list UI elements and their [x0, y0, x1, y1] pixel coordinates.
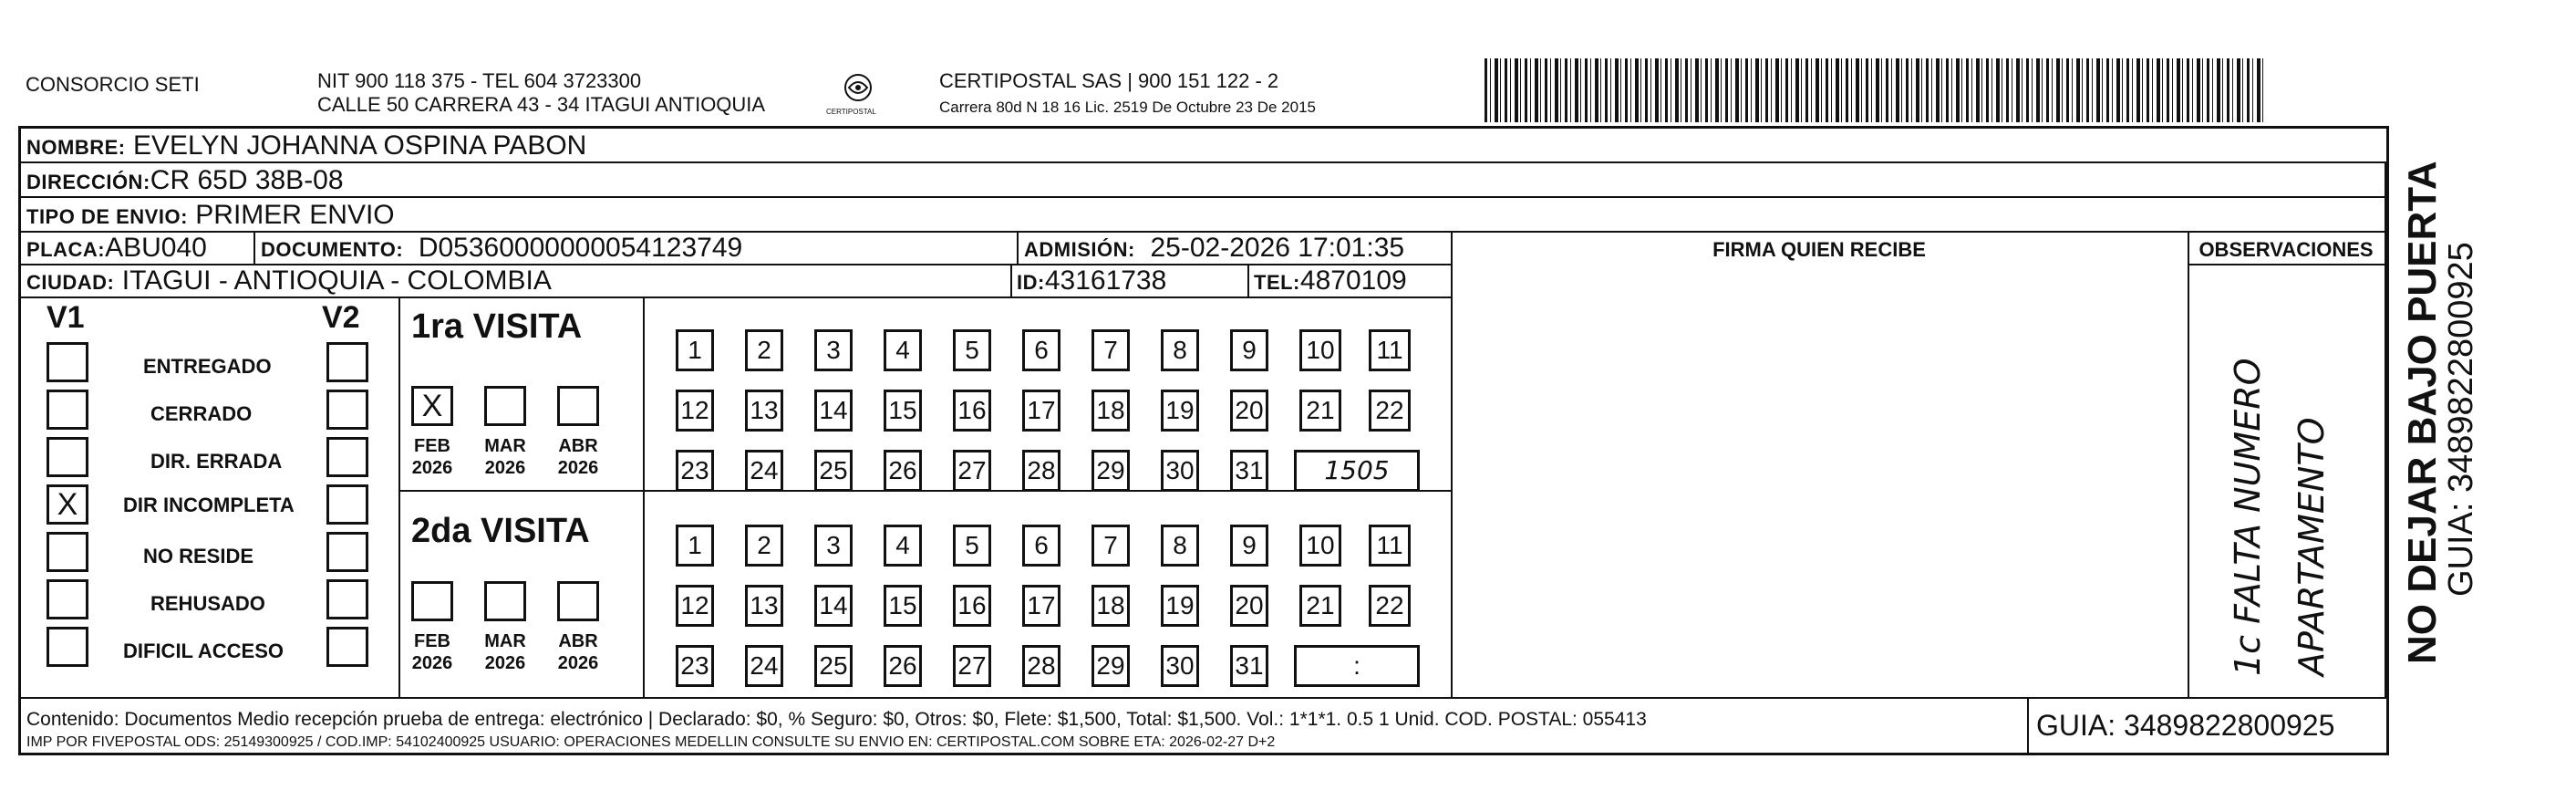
footer-contenido: Contenido: Documentos Medio recepción prueba de entrega: electrónico | Declarado: $0, % Seguro: $0, Otros: $0, Flete: $1,500, Total: $1,500. Vol.: 1*1*1. 0.5 1 Unid. COD. POSTAL: 055413 [26, 709, 1647, 730]
first-visit-day-27[interactable]: 27 [953, 450, 991, 492]
first-visit-day-15[interactable]: 15 [884, 390, 922, 432]
certipostal-nit: CERTIPOSTAL SAS | 900 151 122 - 2 [939, 69, 1279, 92]
status-cerrado: CERRADO [150, 402, 253, 425]
v1-checkbox-no-reside[interactable] [47, 532, 88, 572]
v2-checkbox-rehusado[interactable] [326, 579, 368, 619]
placa-value: ABU040 [105, 233, 207, 263]
side-guia: GUIA: 3489822800925 [2442, 242, 2480, 597]
first-visit-day-9[interactable]: 9 [1230, 329, 1268, 371]
first-visit-month-mar-box[interactable] [484, 386, 526, 426]
first-visit-day-12[interactable]: 12 [676, 390, 714, 432]
second-visit-day-28[interactable]: 28 [1022, 645, 1060, 687]
v2-label: V2 [322, 300, 360, 335]
status-dificil-acceso: DIFICIL ACCESO [123, 640, 284, 662]
first-visit-day-31[interactable]: 31 [1230, 450, 1268, 492]
first-visit-month-abr: ABR 2026 [557, 436, 599, 478]
first-visit-month-mar: MAR 2026 [484, 436, 526, 478]
first-visit-day-18[interactable]: 18 [1091, 390, 1130, 432]
second-visit-day-3[interactable]: 3 [814, 525, 853, 567]
second-visit-day-30[interactable]: 30 [1161, 645, 1199, 687]
second-visit-month-feb: FEB 2026 [411, 631, 453, 673]
first-visit-month-feb: FEB 2026 [411, 436, 453, 478]
observaciones-header: OBSERVACIONES [2198, 238, 2374, 261]
ciudad-row: CIUDAD: ITAGUI - ANTIOQUIA - COLOMBIA [26, 265, 552, 296]
second-visit-month-abr-box[interactable] [557, 581, 599, 621]
second-visit-title: 2da VISITA [411, 512, 590, 550]
guide-form [18, 126, 2389, 755]
second-visit-day-25[interactable]: 25 [814, 645, 853, 687]
direccion-value: CR 65D 38B-08 [150, 165, 344, 195]
ciudad-value: ITAGUI - ANTIOQUIA - COLOMBIA [121, 265, 552, 296]
v2-checkbox-cerrado[interactable] [326, 390, 368, 430]
documento-row: DOCUMENTO: D05360000000054123749 [261, 233, 743, 263]
first-visit-day-4[interactable]: 4 [884, 329, 922, 371]
second-visit-day-15[interactable]: 15 [884, 585, 922, 627]
first-visit-day-2[interactable]: 2 [745, 329, 783, 371]
second-visit-month-mar: MAR 2026 [484, 631, 526, 673]
first-visit-day-26[interactable]: 26 [884, 450, 922, 492]
no-dejar-bajo-puerta: NO DEJAR BAJO PUERTA [2400, 161, 2445, 664]
v2-checkbox-dir-incompleta[interactable] [326, 484, 368, 525]
documento-value: D05360000000054123749 [418, 233, 743, 263]
first-visit-day-8[interactable]: 8 [1161, 329, 1199, 371]
first-visit-day-16[interactable]: 16 [953, 390, 991, 432]
v2-checkbox-no-reside[interactable] [326, 532, 368, 572]
first-visit-day-30[interactable]: 30 [1161, 450, 1199, 492]
second-visit-day-6[interactable]: 6 [1022, 525, 1060, 567]
second-visit-day-23[interactable]: 23 [676, 645, 714, 687]
second-visit-day-14[interactable]: 14 [814, 585, 853, 627]
second-visit-day-27[interactable]: 27 [953, 645, 991, 687]
tel-row: TEL:4870109 [1254, 265, 1407, 296]
first-visit-time[interactable]: 1505 [1294, 450, 1420, 492]
status-dir-errada: DIR. ERRADA [150, 450, 283, 473]
v2-checkbox-entregado[interactable] [326, 342, 368, 382]
second-visit-day-7[interactable]: 7 [1091, 525, 1130, 567]
second-visit-day-1[interactable]: 1 [676, 525, 714, 567]
first-visit-day-25[interactable]: 25 [814, 450, 853, 492]
nombre-row: NOMBRE: EVELYN JOHANNA OSPINA PABON [26, 130, 587, 161]
first-visit-day-28[interactable]: 28 [1022, 450, 1060, 492]
first-visit-day-1[interactable]: 1 [676, 329, 714, 371]
first-visit-day-14[interactable]: 14 [814, 390, 853, 432]
v2-checkbox-dir-errada[interactable] [326, 437, 368, 477]
first-visit-day-29[interactable]: 29 [1091, 450, 1130, 492]
nombre-value: EVELYN JOHANNA OSPINA PABON [132, 130, 587, 161]
second-visit-day-13[interactable]: 13 [745, 585, 783, 627]
first-visit-day-22[interactable]: 22 [1369, 390, 1411, 432]
footer-imp: IMP POR FIVEPOSTAL ODS: 25149300925 / COD.IMP: 54102400925 USUARIO: OPERACIONES MEDELLIN CONSULTE SU ENVIO EN: CERTIPOSTAL.COM SOBRE ETA: 2026-02-27 D+2 [26, 734, 1276, 750]
first-visit-day-17[interactable]: 17 [1022, 390, 1060, 432]
second-visit-month-abr: ABR 2026 [557, 631, 599, 673]
second-visit-day-17[interactable]: 17 [1022, 585, 1060, 627]
second-visit-day-18[interactable]: 18 [1091, 585, 1130, 627]
v1-checkbox-dir-incompleta[interactable]: X [47, 484, 88, 525]
v1-checkbox-rehusado[interactable] [47, 579, 88, 619]
second-visit-day-24[interactable]: 24 [745, 645, 783, 687]
second-visit-day-21[interactable]: 21 [1299, 585, 1341, 627]
v1-label: V1 [47, 300, 85, 335]
second-visit-day-31[interactable]: 31 [1230, 645, 1268, 687]
admision-row: ADMISIÓN: 25-02-2026 17:01:35 [1024, 233, 1405, 263]
first-visit-day-13[interactable]: 13 [745, 390, 783, 432]
license-text: Carrera 80d N 18 16 Lic. 2519 De Octubre 23 De 2015 [939, 99, 1316, 116]
footer-guia: GUIA: 3489822800925 [2036, 709, 2335, 742]
second-visit-month-feb-box[interactable] [411, 581, 453, 621]
first-visit-month-abr-box[interactable] [557, 386, 599, 426]
second-visit-day-11[interactable]: 11 [1369, 525, 1411, 567]
v1-checkbox-entregado[interactable] [47, 342, 88, 382]
first-visit-title: 1ra VISITA [411, 307, 583, 346]
first-visit-day-3[interactable]: 3 [814, 329, 853, 371]
second-visit-day-16[interactable]: 16 [953, 585, 991, 627]
placa-row: PLACA:ABU040 [26, 233, 207, 263]
first-visit-day-7[interactable]: 7 [1091, 329, 1130, 371]
admision-value: 25-02-2026 17:01:35 [1150, 233, 1405, 263]
second-visit-day-20[interactable]: 20 [1230, 585, 1268, 627]
second-visit-day-5[interactable]: 5 [953, 525, 991, 567]
second-visit-day-12[interactable]: 12 [676, 585, 714, 627]
second-visit-day-9[interactable]: 9 [1230, 525, 1268, 567]
id-row: ID:43161738 [1017, 265, 1167, 296]
status-entregado: ENTREGADO [143, 355, 272, 378]
tipo-row: TIPO DE ENVIO: PRIMER ENVIO [26, 200, 395, 230]
first-visit-day-19[interactable]: 19 [1161, 390, 1199, 432]
id-value: 43161738 [1044, 265, 1167, 296]
barcode [1485, 58, 2264, 122]
second-visit-day-26[interactable]: 26 [884, 645, 922, 687]
second-visit-day-4[interactable]: 4 [884, 525, 922, 567]
second-visit-day-19[interactable]: 19 [1161, 585, 1199, 627]
second-visit-time[interactable]: : [1294, 645, 1420, 687]
v1-checkbox-dificil-acceso[interactable] [47, 627, 88, 667]
observaciones-line-2: APARTAMENTO [2292, 417, 2332, 676]
first-visit-day-10[interactable]: 10 [1299, 329, 1341, 371]
status-dir-incompleta: DIR INCOMPLETA [123, 494, 295, 516]
status-no-reside: NO RESIDE [143, 545, 254, 567]
tipo-value: PRIMER ENVIO [195, 200, 395, 230]
second-visit-day-2[interactable]: 2 [745, 525, 783, 567]
nit-tel: NIT 900 118 375 - TEL 604 3723300 [317, 69, 642, 92]
second-visit-month-mar-box[interactable] [484, 581, 526, 621]
first-visit-day-11[interactable]: 11 [1369, 329, 1411, 371]
second-visit-day-10[interactable]: 10 [1299, 525, 1341, 567]
logo-wordmark: CERTIPOSTAL [826, 108, 876, 116]
v2-checkbox-dificil-acceso[interactable] [326, 627, 368, 667]
second-visit-day-29[interactable]: 29 [1091, 645, 1130, 687]
company-name: CONSORCIO SETI [26, 73, 200, 96]
v1-checkbox-dir-errada[interactable] [47, 437, 88, 477]
firma-header: FIRMA QUIEN RECIBE [1712, 238, 1926, 261]
first-visit-day-5[interactable]: 5 [953, 329, 991, 371]
company-address: CALLE 50 CARRERA 43 - 34 ITAGUI ANTIOQUIA [317, 93, 766, 116]
first-visit-day-6[interactable]: 6 [1022, 329, 1060, 371]
first-visit-day-21[interactable]: 21 [1299, 390, 1341, 432]
first-visit-day-24[interactable]: 24 [745, 450, 783, 492]
v1-checkbox-cerrado[interactable] [47, 390, 88, 430]
first-visit-day-23[interactable]: 23 [676, 450, 714, 492]
observaciones-line-1: 1c FALTA NUMERO [2228, 358, 2268, 676]
tel-value: 4870109 [1299, 265, 1407, 296]
status-rehusado: REHUSADO [150, 592, 265, 615]
direccion-row: DIRECCIÓN:CR 65D 38B-08 [26, 165, 344, 195]
second-visit-day-8[interactable]: 8 [1161, 525, 1199, 567]
first-visit-day-20[interactable]: 20 [1230, 390, 1268, 432]
first-visit-month-feb-box[interactable]: X [411, 386, 453, 426]
second-visit-day-22[interactable]: 22 [1369, 585, 1411, 627]
certipostal-logo [837, 69, 879, 111]
